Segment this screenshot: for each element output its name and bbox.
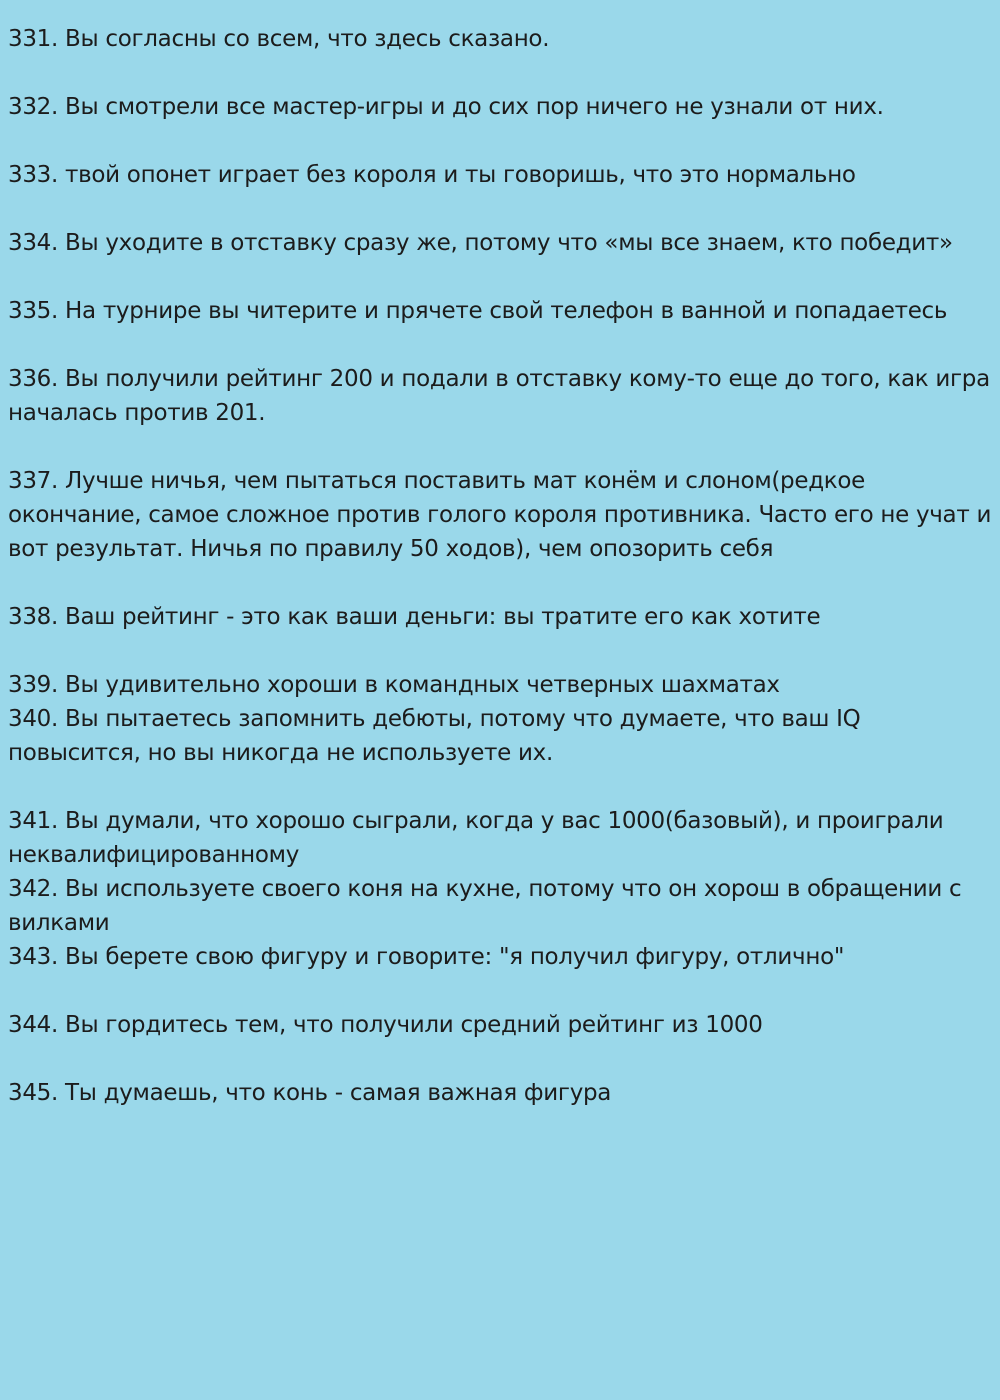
list-item-337: 337. Лучше ничья, чем пытаться поставить мат конём и слоном(редкое окончание, самое сложное против голого короля противника. Часто его не учат и вот результат. Ничья по правилу 50 ходов), чем опозорить себя: [8, 468, 992, 562]
list-item-343: 343. Вы берете свою фигуру и говорите: "я получил фигуру, отлично": [8, 944, 845, 970]
list-item-332: 332. Вы смотрели все мастер-игры и до сих пор ничего не узнали от них.: [8, 94, 884, 120]
list-item-336: 336. Вы получили рейтинг 200 и подали в отставку кому-то еще до того, как игра началась против 201.: [8, 366, 990, 426]
list-item-341: 341. Вы думали, что хорошо сыграли, когда у вас 1000(базовый), и проиграли неквалифицированному: [8, 808, 944, 868]
list-item-333: 333. твой опонет играет без короля и ты говоришь, что это нормально: [8, 162, 856, 188]
list-item-339: 339. Вы удивительно хороши в командных четверных шахматах: [8, 672, 780, 698]
list-item-342: 342. Вы используете своего коня на кухне, потому что он хорош в обращении с вилками: [8, 876, 962, 936]
list-item-335: 335. На турнире вы читерите и прячете свой телефон в ванной и попадаетесь: [8, 298, 948, 324]
list-item-344: 344. Вы гордитесь тем, что получили средний рейтинг из 1000: [8, 1012, 763, 1038]
list-item-340: 340. Вы пытаетесь запомнить дебюты, потому что думаете, что ваш IQ повысится, но вы никогда не используете их.: [8, 706, 861, 766]
list-item-334: 334. Вы уходите в отставку сразу же, потому что «мы все знаем, кто победит»: [8, 230, 953, 256]
list-item-338: 338. Ваш рейтинг - это как ваши деньги: вы тратите его как хотите: [8, 604, 821, 630]
entry-list: [8, 22, 992, 1110]
list-item-345: 345. Ты думаешь, что конь - самая важная фигура: [8, 1080, 612, 1106]
list-item-331: 331. Вы согласны со всем, что здесь сказано.: [8, 26, 550, 52]
